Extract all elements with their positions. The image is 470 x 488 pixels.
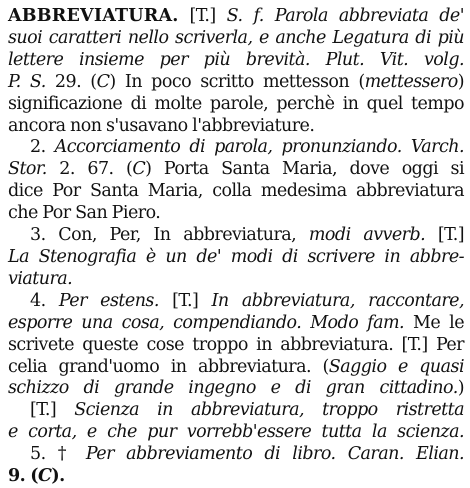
- entry-line: [8, 203, 464, 225]
- entry-text-segment: S. f. Parola abbreviata de': [226, 6, 464, 26]
- entry-text-segment: C: [132, 159, 146, 180]
- entry-text-segment: 4.: [30, 290, 59, 311]
- entry-text-segment: ).: [51, 466, 65, 487]
- entry-text-segment: 29. (: [45, 71, 97, 92]
- entry-headword: ABBREVIATURA.: [8, 6, 179, 26]
- entry-text-segment: In abbreviatura, raccontare,: [211, 290, 464, 311]
- dictionary-entry-abbreviatura: [8, 6, 464, 488]
- entry-line: [8, 159, 464, 181]
- entry-text-segment: che Por San Piero.: [8, 203, 161, 224]
- entry-text-segment: C: [37, 466, 52, 487]
- entry-text-segment: Per abbreviamento di libro. Caran. Elian.: [85, 444, 464, 465]
- entry-text-segment: modi avverb.: [308, 225, 426, 246]
- entry-line: [8, 357, 464, 379]
- entry-text-segment: [T.]: [30, 400, 75, 421]
- entry-line: [8, 6, 464, 28]
- entry-text-segment: e corta, e che pur vorrebb'essere tutta la scienza.: [8, 422, 464, 443]
- entry-text-segment: 9. (: [8, 466, 38, 487]
- entry-text-segment: celia grand'uomo in abbreviatura. (: [8, 356, 329, 377]
- entry-text-segment: significazione di molte parole, perchè in quel tempo: [8, 93, 464, 114]
- entry-text-segment: C: [96, 71, 110, 92]
- entry-text-segment: [T.]: [178, 6, 227, 26]
- entry-line: [8, 269, 464, 291]
- entry-line: [8, 94, 464, 116]
- entry-line: [8, 400, 464, 422]
- entry-text-segment: Me le: [404, 312, 465, 333]
- entry-text-segment: P. S.: [8, 71, 46, 92]
- entry-line: [8, 225, 464, 247]
- entry-text-segment: mettessero: [364, 71, 458, 92]
- entry-text-segment: lettere insieme per più brevità. Plut. Vit. volg.: [8, 49, 464, 70]
- entry-text-segment: Saggio e quasi: [328, 356, 464, 377]
- entry-text-segment: ) In poco scritto mettesson (: [109, 71, 365, 92]
- entry-text-segment: 3. Con, Per, In abbreviatura,: [30, 225, 309, 246]
- entry-text-segment: ancora non s'usavano l'abbreviature.: [8, 115, 315, 136]
- entry-text-segment: suoi caratteri nello scriverla, e anche Legatura di più: [8, 27, 464, 48]
- entry-text-segment: ) Porta Santa Maria, dove oggi si: [145, 159, 464, 180]
- entry-text-segment: scrivete queste cose troppo in abbreviatura. [T.] Per: [8, 334, 464, 355]
- entry-text-segment: Per estens.: [58, 290, 159, 311]
- entry-line: [8, 116, 464, 138]
- entry-line: [8, 313, 464, 335]
- entry-text-segment: Scienza in abbreviatura, troppo ristretta: [74, 400, 464, 421]
- entry-line: [8, 50, 464, 72]
- entry-text-segment: esporre una cosa, compendiando. Modo fam.: [8, 312, 405, 333]
- entry-line: [8, 422, 464, 444]
- entry-line: [8, 335, 464, 357]
- entry-line: [8, 137, 464, 159]
- entry-text-segment: ): [457, 378, 464, 399]
- entry-text-segment: viatura.: [8, 268, 73, 289]
- entry-text-segment: Stor.: [8, 159, 47, 180]
- entry-text-segment: 2. 67. (: [46, 159, 133, 180]
- entry-line: [8, 247, 464, 269]
- entry-line: [8, 28, 464, 50]
- entry-text-segment: dice Por Santa Maria, colla medesima abbreviatura: [8, 181, 464, 202]
- entry-line: [8, 444, 464, 466]
- entry-line: [8, 291, 464, 313]
- entry-text-segment: [T.]: [425, 225, 464, 246]
- entry-line: [8, 466, 464, 488]
- entry-line: [8, 72, 464, 94]
- entry-text-segment: 5. †: [30, 444, 86, 465]
- entry-line: [8, 378, 464, 400]
- entry-text-segment: schizzo di grande ingegno e di gran cittadino.: [8, 378, 458, 399]
- entry-text-segment: Accorciamento di parola, pronunziando. Varch.: [54, 137, 464, 158]
- entry-line: [8, 181, 464, 203]
- entry-text-segment: 2.: [30, 137, 55, 158]
- entry-text-segment: [T.]: [158, 290, 212, 311]
- entry-text-segment: La Stenografia è un de' modi di scrivere in abbre-: [8, 246, 464, 267]
- entry-text-segment: ): [457, 71, 464, 92]
